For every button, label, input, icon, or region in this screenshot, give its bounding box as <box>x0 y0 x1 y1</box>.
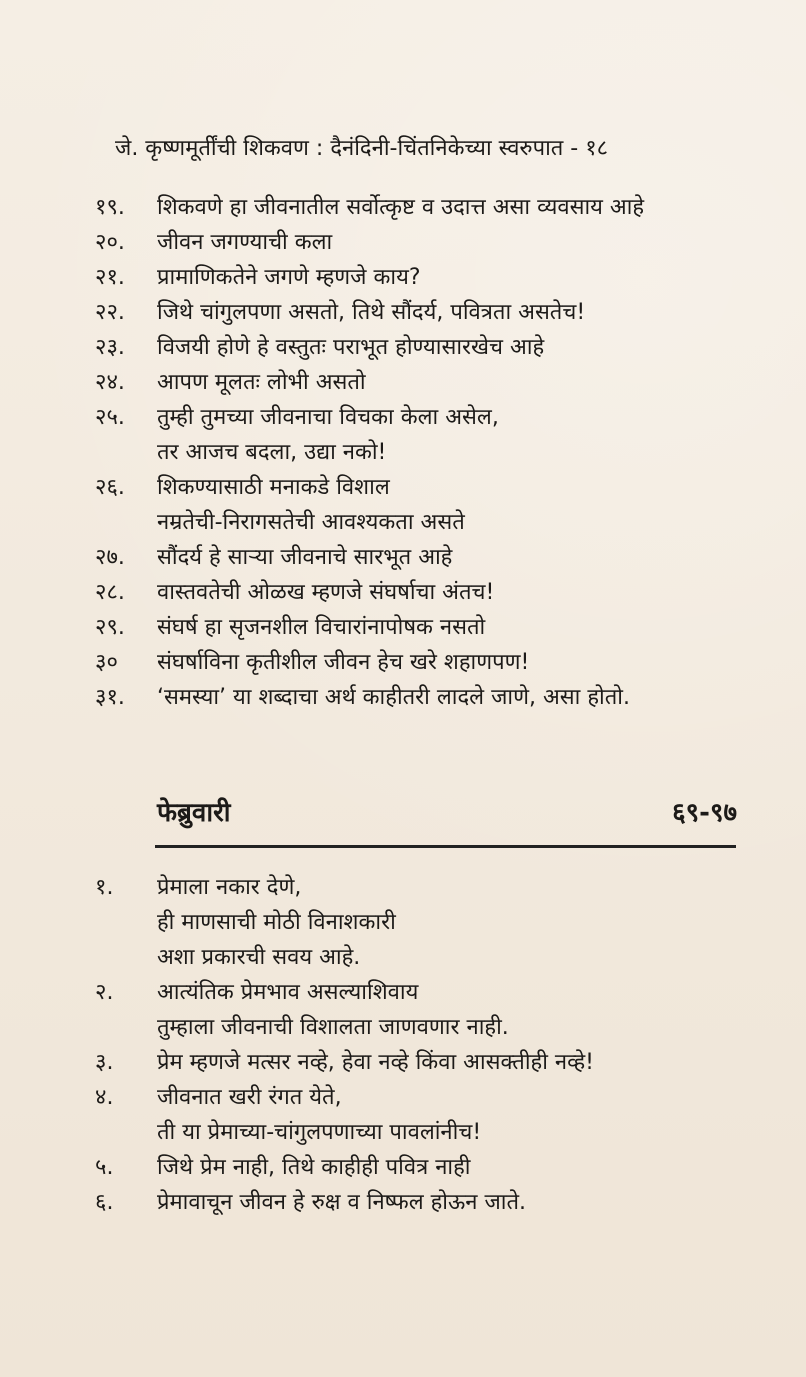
item-text <box>157 680 775 715</box>
item-number: ३१. <box>95 685 125 710</box>
item-line: ही माणसाची मोठी विनाशकारी <box>157 910 396 935</box>
item-line: नम्रतेची-निरागसतेची आवश्यकता असते <box>157 510 465 535</box>
item-line: अशा प्रकारची सवय आहे. <box>157 945 361 970</box>
january-list <box>95 190 775 715</box>
list-item <box>95 295 775 330</box>
item-text <box>157 610 775 645</box>
item-line: ती या प्रेमाच्या-चांगुलपणाच्या पावलांनीच! <box>157 1120 482 1145</box>
item-text <box>157 645 775 680</box>
item-text <box>157 330 775 365</box>
item-line: शिकण्यासाठी मनाकडे विशाल <box>157 475 390 500</box>
item-text <box>157 295 775 330</box>
list-item <box>95 1045 775 1080</box>
item-line: तर आजच बदला, उद्या नको! <box>157 440 387 465</box>
item-number: ६. <box>95 1190 114 1215</box>
running-head: जे. कृष्णमूर्तींची शिकवण : दैनंदिनी-चिंतनिकेच्या स्वरुपात - १८ <box>115 136 609 161</box>
item-number: २. <box>95 980 114 1005</box>
section-heading <box>157 793 737 829</box>
item-number: २४. <box>95 370 125 395</box>
item-text <box>157 365 775 400</box>
list-item <box>95 1080 775 1150</box>
item-text <box>157 975 775 1045</box>
item-line: सौंदर्य हे साऱ्या जीवनाचे सारभूत आहे <box>157 545 453 570</box>
item-line: वास्तवतेची ओळख म्हणजे संघर्षाचा अंतच! <box>157 580 495 605</box>
item-number: २२. <box>95 300 125 325</box>
item-line: प्रामाणिकतेने जगणे म्हणजे काय? <box>157 265 421 290</box>
item-line: प्रेमाला नकार देणे, <box>157 875 302 900</box>
list-item <box>95 400 775 470</box>
item-text <box>157 540 775 575</box>
item-number: २८. <box>95 580 125 605</box>
item-text <box>157 190 775 225</box>
item-number: २१. <box>95 265 125 290</box>
item-line: शिकवणे हा जीवनातील सर्वोत्कृष्ट व उदात्त असा व्यवसाय आहे <box>157 195 645 220</box>
item-line: ‘समस्या’ या शब्दाचा अर्थ काहीतरी लादले जाणे, असा होतो. <box>157 685 630 710</box>
item-line: जिथे चांगुलपणा असतो, तिथे सौंदर्य, पवित्रता असतेच! <box>157 300 586 325</box>
list-item <box>95 330 775 365</box>
list-item <box>95 975 775 1045</box>
item-text <box>157 260 775 295</box>
item-line: जिथे प्रेम नाही, तिथे काहीही पवित्र नाही <box>157 1155 471 1180</box>
list-item <box>95 260 775 295</box>
item-number: ३० <box>95 650 118 675</box>
february-list <box>95 870 775 1220</box>
list-item <box>95 365 775 400</box>
item-line: तुम्हाला जीवनाची विशालता जाणवणार नाही. <box>157 1015 509 1040</box>
list-item <box>95 470 775 540</box>
item-number: २७. <box>95 545 125 570</box>
list-item <box>95 680 775 715</box>
item-text <box>157 1045 775 1080</box>
item-line: जीवन जगण्याची कला <box>157 230 333 255</box>
item-text <box>157 1185 775 1220</box>
item-number: २५. <box>95 405 125 430</box>
item-line: जीवनात खरी रंगत येते, <box>157 1085 342 1110</box>
item-line: संघर्षाविना कृतीशील जीवन हेच खरे शहाणपण! <box>157 650 530 675</box>
list-item <box>95 575 775 610</box>
item-line: प्रेम म्हणजे मत्सर नव्हे, हेवा नव्हे किंवा आसक्तीही नव्हे! <box>157 1050 594 1075</box>
item-line: आपण मूलतः लोभी असतो <box>157 370 366 395</box>
item-text <box>157 400 775 470</box>
item-text <box>157 1080 775 1150</box>
item-line: तुम्ही तुमच्या जीवनाचा विचका केला असेल, <box>157 405 499 430</box>
item-number: ३. <box>95 1050 114 1075</box>
page-range: ६९-९७ <box>672 798 737 828</box>
item-text <box>157 225 775 260</box>
list-item <box>95 610 775 645</box>
item-text <box>157 1150 775 1185</box>
item-text <box>157 575 775 610</box>
list-item <box>95 1185 775 1220</box>
item-line: संघर्ष हा सृजनशील विचारांनापोषक नसतो <box>157 615 486 640</box>
list-item <box>95 225 775 260</box>
month-title: फेब्रुवारी <box>157 798 231 828</box>
item-number: १. <box>95 875 114 900</box>
item-number: २६. <box>95 475 125 500</box>
item-number: १९. <box>95 195 125 220</box>
item-line: आत्यंतिक प्रेमभाव असल्याशिवाय <box>157 980 419 1005</box>
item-line: विजयी होणे हे वस्तुतः पराभूत होण्यासारखेच आहे <box>157 335 545 360</box>
item-text <box>157 470 775 540</box>
item-line: प्रेमावाचून जीवन हे रुक्ष व निष्फल होऊन जाते. <box>157 1190 527 1215</box>
item-number: २९. <box>95 615 125 640</box>
item-number: ५. <box>95 1155 114 1180</box>
list-item <box>95 645 775 680</box>
item-number: २०. <box>95 230 125 255</box>
list-item <box>95 870 775 975</box>
item-text <box>157 870 775 975</box>
list-item <box>95 190 775 225</box>
list-item <box>95 540 775 575</box>
list-item <box>95 1150 775 1185</box>
section-divider <box>155 845 736 848</box>
item-number: २३. <box>95 335 125 360</box>
item-number: ४. <box>95 1085 114 1110</box>
